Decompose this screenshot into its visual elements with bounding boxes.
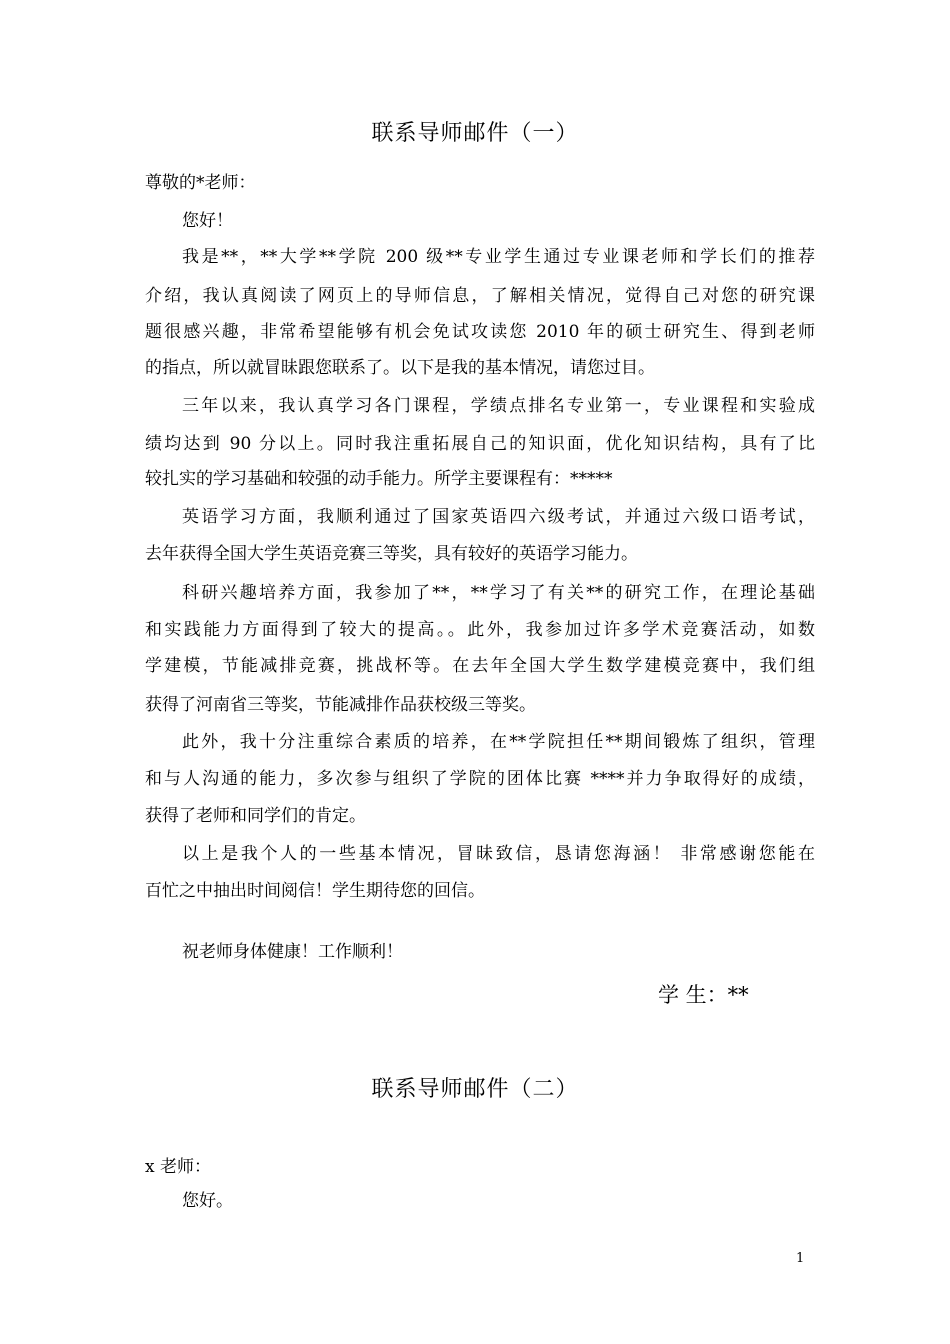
letter-1-quality-line: 此外，我十分注重综合素质的培养，在**学院担任**期间锻炼了组织，管理 [182, 732, 815, 752]
letter-1-study-line: 较扎实的学习基础和较强的动手能力。所学主要课程有：***** [145, 469, 613, 489]
page-number: 1 [796, 1251, 805, 1266]
letter-1-research-line: 科研兴趣培养方面，我参加了**，**学习了有关**的研究工作，在理论基础 [182, 583, 815, 603]
letter-1-greeting: 您好！ [182, 211, 233, 231]
letter-1-wishes: 祝老师身体健康！工作顺利！ [182, 942, 403, 962]
letter-1-research-line: 获得了河南省三等奖，节能减排作品获校级三等奖。 [145, 695, 536, 715]
letter-1-title: 联系导师邮件（一） [371, 121, 579, 146]
letter-1-closing-line: 以上是我个人的一些基本情况，冒昧致信，恳请您海涵！ 非常感谢您能在 [182, 844, 815, 864]
letter-1-study-line: 绩均达到 90 分以上。同时我注重拓展自己的知识面，优化知识结构，具有了比 [145, 434, 815, 454]
letter-1-signature: 学 生：** [658, 983, 749, 1007]
letter-1-english-line: 英语学习方面，我顺利通过了国家英语四六级考试，并通过六级口语考试， [182, 507, 815, 527]
letter-1-intro-line: 我是**，**大学**学院 200 级**专业学生通过专业课老师和学长们的推荐 [182, 247, 815, 267]
letter-1-intro-line: 的指点，所以就冒昧跟您联系了。以下是我的基本情况，请您过目。 [145, 358, 655, 378]
letter-2-greeting: 您好。 [182, 1191, 233, 1211]
letter-2-title: 联系导师邮件（二） [371, 1077, 579, 1102]
letter-1-salutation: 尊敬的*老师： [145, 173, 256, 193]
letter-1-research-line: 学建模，节能减排竞赛，挑战杯等。在去年全国大学生数学建模竞赛中，我们组 [145, 656, 815, 676]
letter-1-quality-line: 获得了老师和同学们的肯定。 [145, 806, 366, 826]
letter-1-intro-line: 介绍，我认真阅读了网页上的导师信息，了解相关情况，觉得自己对您的研究课 [145, 286, 815, 306]
letter-1-study-line: 三年以来，我认真学习各门课程，学绩点排名专业第一，专业课程和实验成 [182, 396, 815, 416]
letter-1-intro-line: 题很感兴趣，非常希望能够有机会免试攻读您 2010 年的硕士研究生、得到老师 [145, 322, 815, 342]
letter-1-quality-line: 和与人沟通的能力，多次参与组织了学院的团体比赛 ****并力争取得好的成绩， [145, 769, 815, 789]
letter-2-salutation: x 老师： [145, 1157, 211, 1177]
letter-1-research-line: 和实践能力方面得到了较大的提高。。此外，我参加过许多学术竞赛活动，如数 [145, 620, 815, 640]
letter-1-closing-line: 百忙之中抽出时间阅信！学生期待您的回信。 [145, 881, 485, 901]
letter-1-english-line: 去年获得全国大学生英语竞赛三等奖，具有较好的英语学习能力。 [145, 544, 638, 564]
